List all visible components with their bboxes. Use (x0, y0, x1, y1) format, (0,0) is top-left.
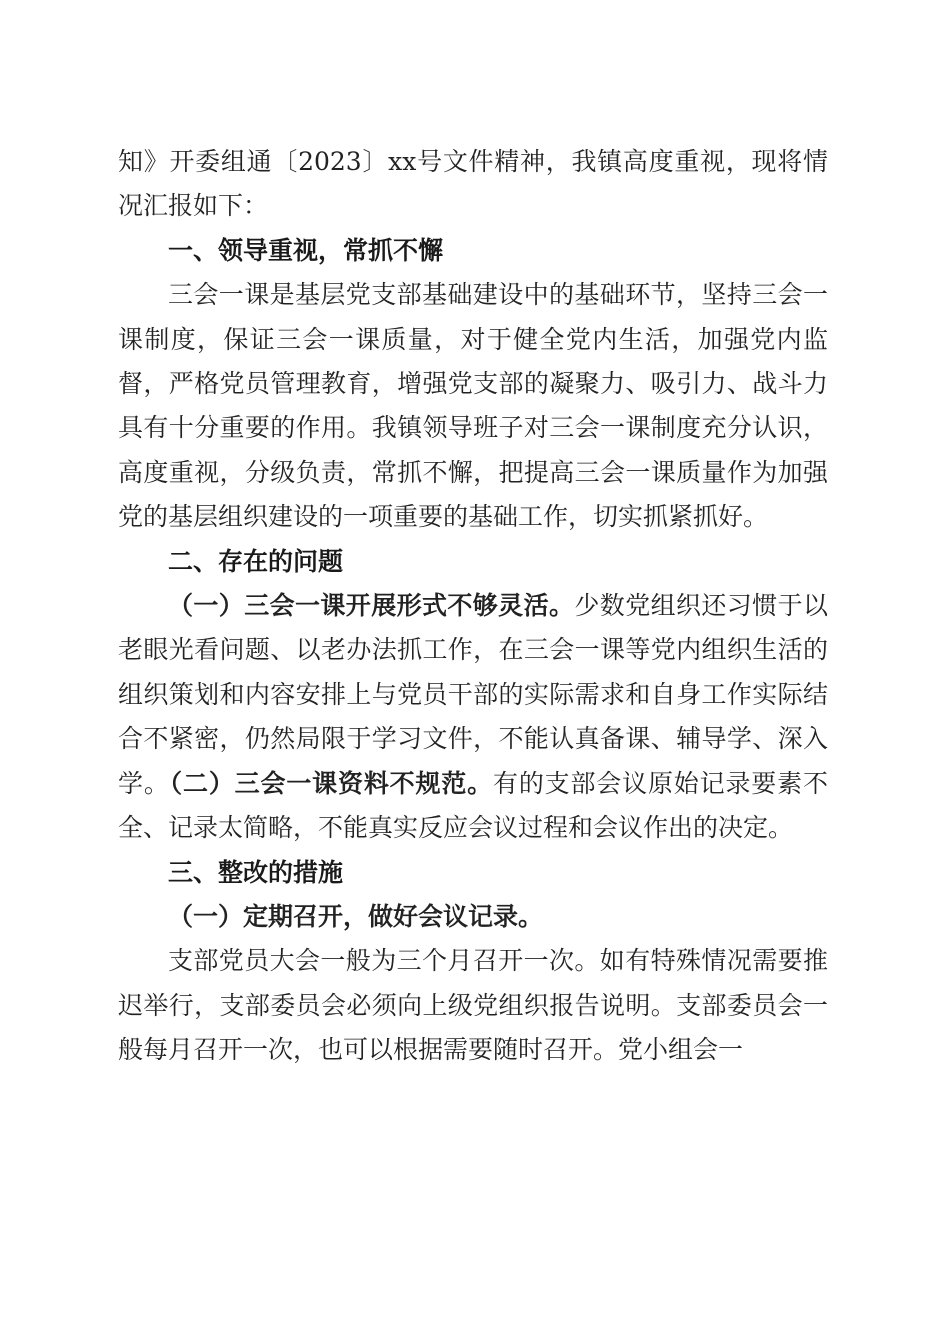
section-3-paragraph: 支部党员大会一般为三个月召开一次。如有特殊情况需要推迟举行，支部委员会必须向上级党组织报告说明。支部委员会一般每月召开一次，也可以根据需要随时召开。党小组会一 (118, 946, 828, 1065)
section-3-heading: 三、整改的措施 (168, 857, 344, 887)
item-1-text: 少数党组织还习惯于以老眼光看问题、以老办法抓工作，在三会一课等党内组织生活的组织策划和内容安排上与党员干部的实际需求和自身工作实际结合不紧密，仍然局限于学习文件，不能认真备课、辅导学、深入学。 (118, 591, 828, 798)
section-2-heading: 二、存在的问题 (168, 546, 344, 576)
section-1-paragraph: 三会一课是基层党支部基础建设中的基础环节，坚持三会一课制度，保证三会一课质量，对于健全党内生活，加强党内监督，严格党员管理教育，增强党支部的凝聚力、吸引力、战斗力具有十分重要的作用。我镇领导班子对三会一课制度充分认识，高度重视，分级负责，常抓不懈，把提高三会一课质量作为加强党的基层组织建设的一项重要的基础工作，切实抓紧抓好。 (118, 280, 828, 532)
item-2-text: 有的支部会议原始记录要素不全、记录太简略，不能真实反应会议过程和会议作出的决定。 (118, 768, 828, 843)
item-1-title: （一）三会一课开展形式不够灵活。 (168, 591, 575, 621)
section-1-heading: 一、领导重视，常抓不懈 (168, 235, 444, 265)
item-2-title: （二）三会一课资料不规范。 (169, 768, 493, 798)
section-3-subheading-1: （一）定期召开，做好会议记录。 (168, 901, 544, 931)
intro-paragraph: 知》开委组通〔2023〕xx号文件精神，我镇高度重视，现将情况汇报如下： (118, 147, 828, 221)
document-page (118, 140, 828, 1073)
section-2-paragraph (118, 584, 828, 850)
